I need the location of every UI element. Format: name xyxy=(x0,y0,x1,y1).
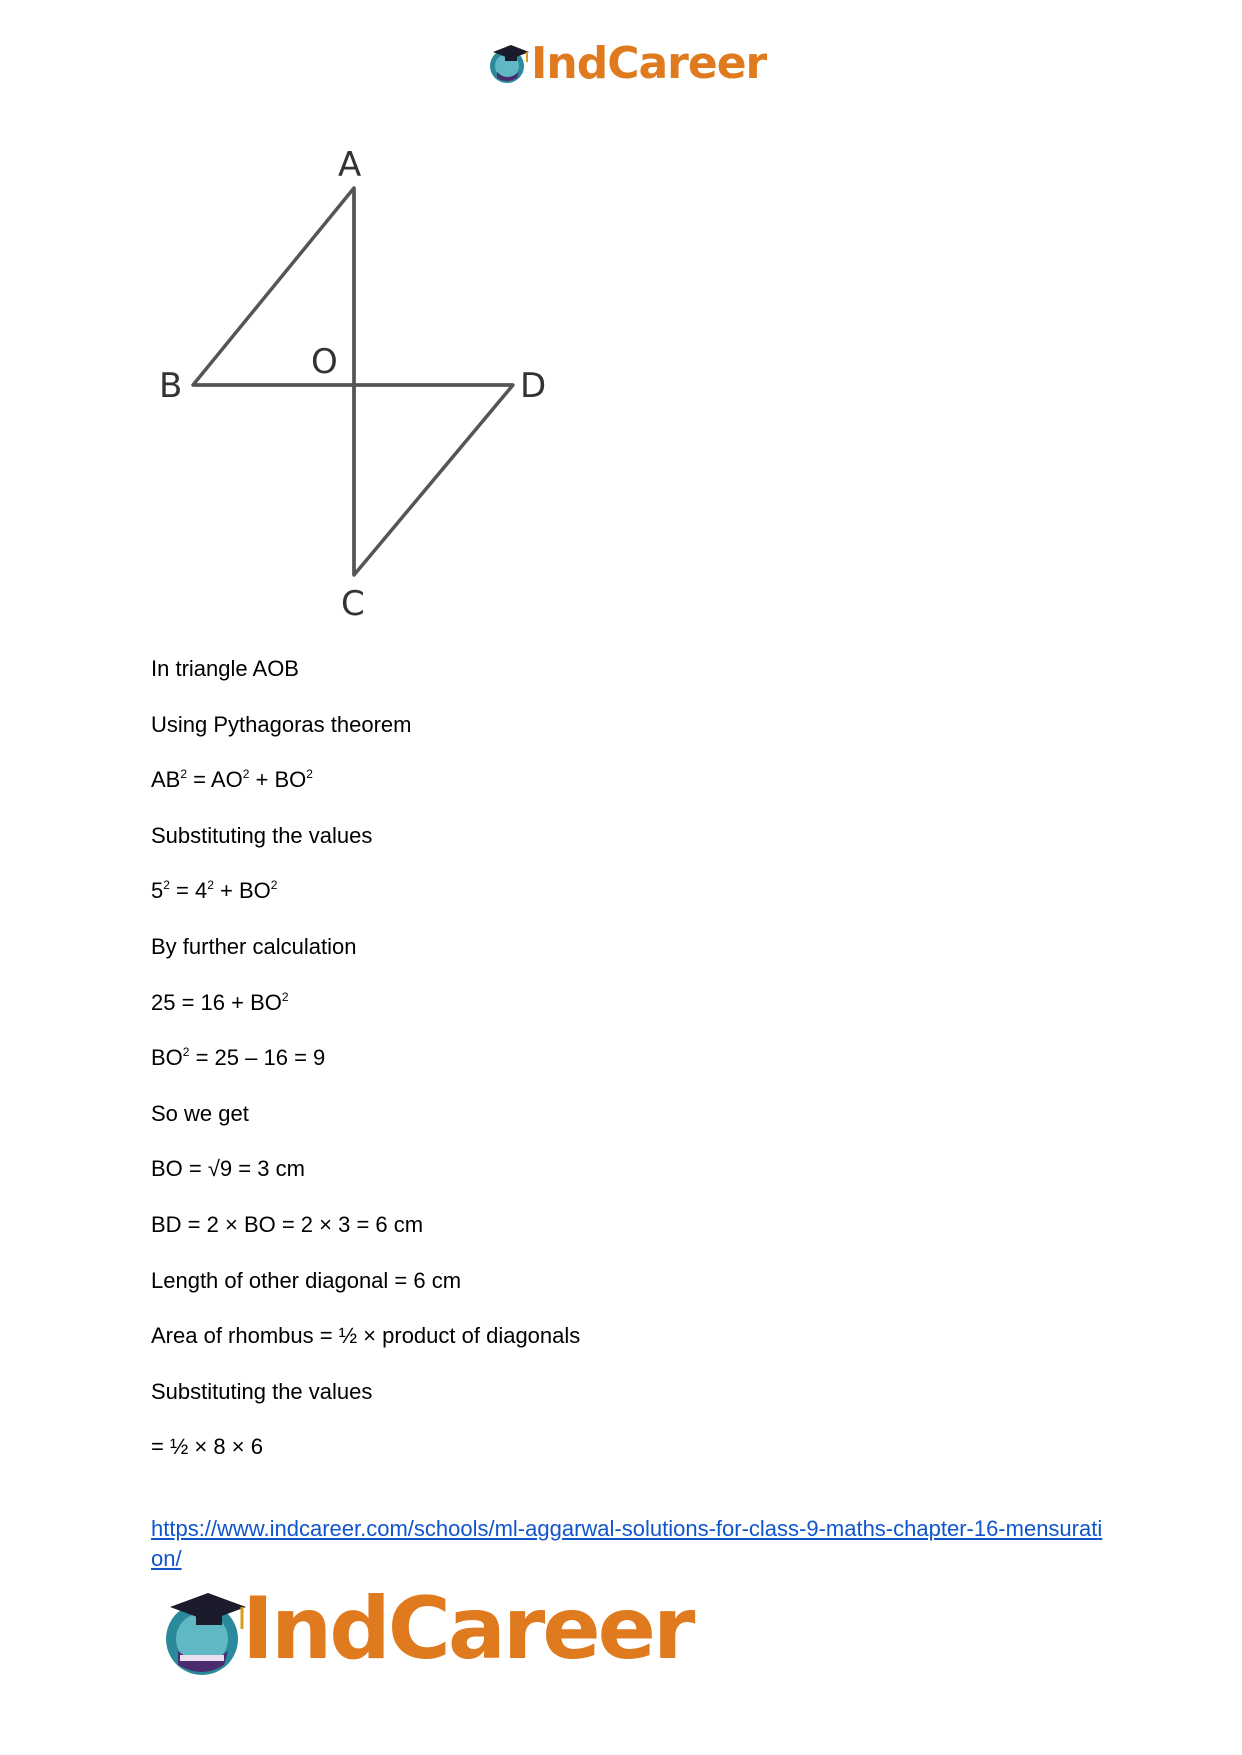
step-line: Substituting the values xyxy=(151,822,373,848)
vertex-label-d: D xyxy=(520,366,547,406)
step-line: By further calculation xyxy=(151,933,357,959)
step-line: Area of rhombus = ½ × product of diagonals xyxy=(151,1323,581,1349)
step-line: $25 = 16 + BO^2$ xyxy=(151,989,289,1015)
step-line: Substituting the values xyxy=(151,1378,373,1404)
graduation-globe-icon xyxy=(487,42,531,86)
step-line: BD = 2 × BO = 2 × 3 = 6 cm xyxy=(151,1211,424,1237)
step-line: BO = √9 = 3 cm xyxy=(151,1156,305,1182)
step-line: Length of other diagonal = 6 cm xyxy=(151,1267,462,1293)
step-line: In triangle AOB xyxy=(151,656,299,681)
vertex-label-c: C xyxy=(341,584,365,624)
solution-steps xyxy=(151,654,1111,1488)
logo-text: IndCareer xyxy=(242,1579,693,1679)
indcareer-logo-top xyxy=(487,38,787,92)
rhombus-diagram xyxy=(150,145,570,625)
vertex-label-b: B xyxy=(159,366,183,406)
step-line: $5^2 = 4^2 + BO^2$ xyxy=(151,878,278,904)
step-line: = ½ × 8 × 6 xyxy=(151,1434,263,1460)
graduation-globe-icon xyxy=(160,1585,250,1681)
step-line: $BO^2 = 25 - 16 = 9$ xyxy=(151,1045,326,1071)
indcareer-logo-bottom xyxy=(160,1579,720,1685)
vertex-label-a: A xyxy=(338,145,362,185)
step-line: $AB^2 = AO^2 + BO^2$ xyxy=(151,767,313,793)
step-line: So we get xyxy=(151,1100,249,1126)
logo-text: IndCareer xyxy=(531,38,767,89)
step-line: Using Pythagoras theorem xyxy=(151,711,412,737)
vertex-label-o: O xyxy=(311,342,338,382)
source-link[interactable]: https://www.indcareer.com/schools/ml-aggarwal-solutions-for-class-9-maths-chapter-16-mensuration/ xyxy=(151,1516,1103,1571)
